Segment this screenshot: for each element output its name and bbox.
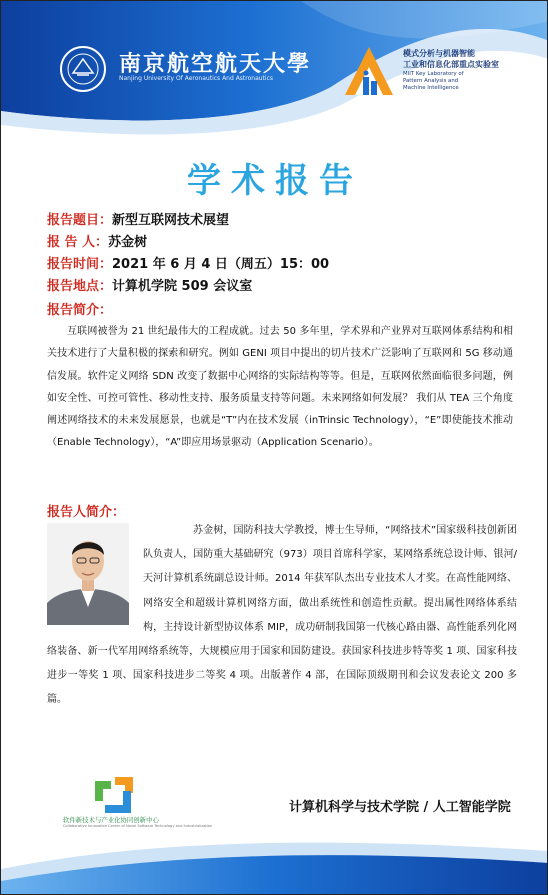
lab-name-en-line2: Pattern Analysis and: [403, 78, 459, 84]
info-time: [47, 253, 517, 275]
lab-name-cn-line2: 工业和信息化部重点实验室: [403, 60, 499, 69]
university-seal-icon: [59, 45, 107, 93]
topic-label: 报告题目：: [47, 213, 113, 228]
innovation-center-name-cn: 软件新技术与产业化协同创新中心: [63, 816, 159, 824]
place-value: 计算机学院 509 会议室: [112, 279, 253, 294]
bio-heading: 报告人简介：: [47, 505, 126, 520]
place-label: 报告地点：: [47, 279, 113, 294]
innovation-center-logo-icon: [89, 771, 141, 819]
footer-wave-background: [1, 829, 548, 895]
topic-value: 新型互联网技术展望: [112, 213, 230, 228]
speaker-value: 苏金树: [108, 235, 148, 250]
time-label: 报告时间：: [47, 257, 113, 272]
speaker-label: 报 告 人：: [47, 235, 109, 250]
bio-text: 苏金树，国防科技大学教授，博士生导师，“网络技术”国家级科技创新团队负责人，国防重大基础研究（973）项目首席科学家，某网络系统总设计师、银河/天河计算机系统副总设计师。2014 年获军队杰出专业技术人才奖。在高性能网络、网络安全和超级计算机网络方面，做出系统性和创造性贡献。提出属性网络体系结构，主持设计新型协议体系 MIP，成功研制我国第一代核心路由器、高性能系列化网络装备、新一代军用网络系统等，大规模应用于国家和国防建设。获国家科技进步特等奖 1 项、国家科技进步一等奖 1 项、国家科技进步二等奖 4 项。出版著作 4 部，在国际顶级期刊和会议发表论文 200 多篇。: [47, 525, 517, 706]
university-name-cn: 南京航空航天大學: [119, 51, 312, 77]
lab-name-en-line3: Machine Intelligence: [403, 85, 459, 91]
info-topic: [47, 209, 517, 231]
college-name: 计算机科学与技术学院 / 人工智能学院: [289, 800, 511, 815]
abstract-heading: 报告简介：: [47, 303, 113, 318]
lab-name-cn-line1: 模式分析与机器智能: [403, 49, 475, 58]
innovation-center-name-en: Collaborative Innovation Center of Novel Software Technology and Industrialization: [63, 824, 213, 828]
lab-name-en-line1: MIIT Key Laboratory of: [403, 71, 464, 77]
bio-section: [47, 519, 517, 713]
university-name-en: Nanjing University Of Aeronautics And Astronautics: [119, 75, 274, 82]
lab-logo-icon: [341, 43, 397, 99]
info-place: [47, 275, 517, 297]
talk-info: [47, 209, 517, 297]
poster-title: 学术报告: [187, 161, 363, 201]
speaker-photo: [47, 523, 129, 625]
info-speaker: [47, 231, 517, 253]
abstract-text: 互联网被誉为 21 世纪最伟大的工程成就。过去 50 多年里，学术界和产业界对互联网体系结构和相关技术进行了大量积极的探索和研究。例如 GENI 项目中提出的切片技术广泛影响了互联网和 5G 移动通信发展。软件定义网络 SDN 改变了数据中心网络的实际结构等等。但是，互联网依然面临很多问题，例如安全性、可控可管性、移动性支持、服务质量支持等问题。未来网络如何发展？ 我们从 TEA 三个角度阐述网络技术的未来发展愿景，也就是“T”内在技术发展（inTrinsic Technology），“E”即使能技术推动（Enable Technology），“A”即应用场景驱动（Application Scenario）。: [47, 326, 513, 449]
time-value: 2021 年 6 月 4 日（周五）15：00: [112, 257, 330, 272]
